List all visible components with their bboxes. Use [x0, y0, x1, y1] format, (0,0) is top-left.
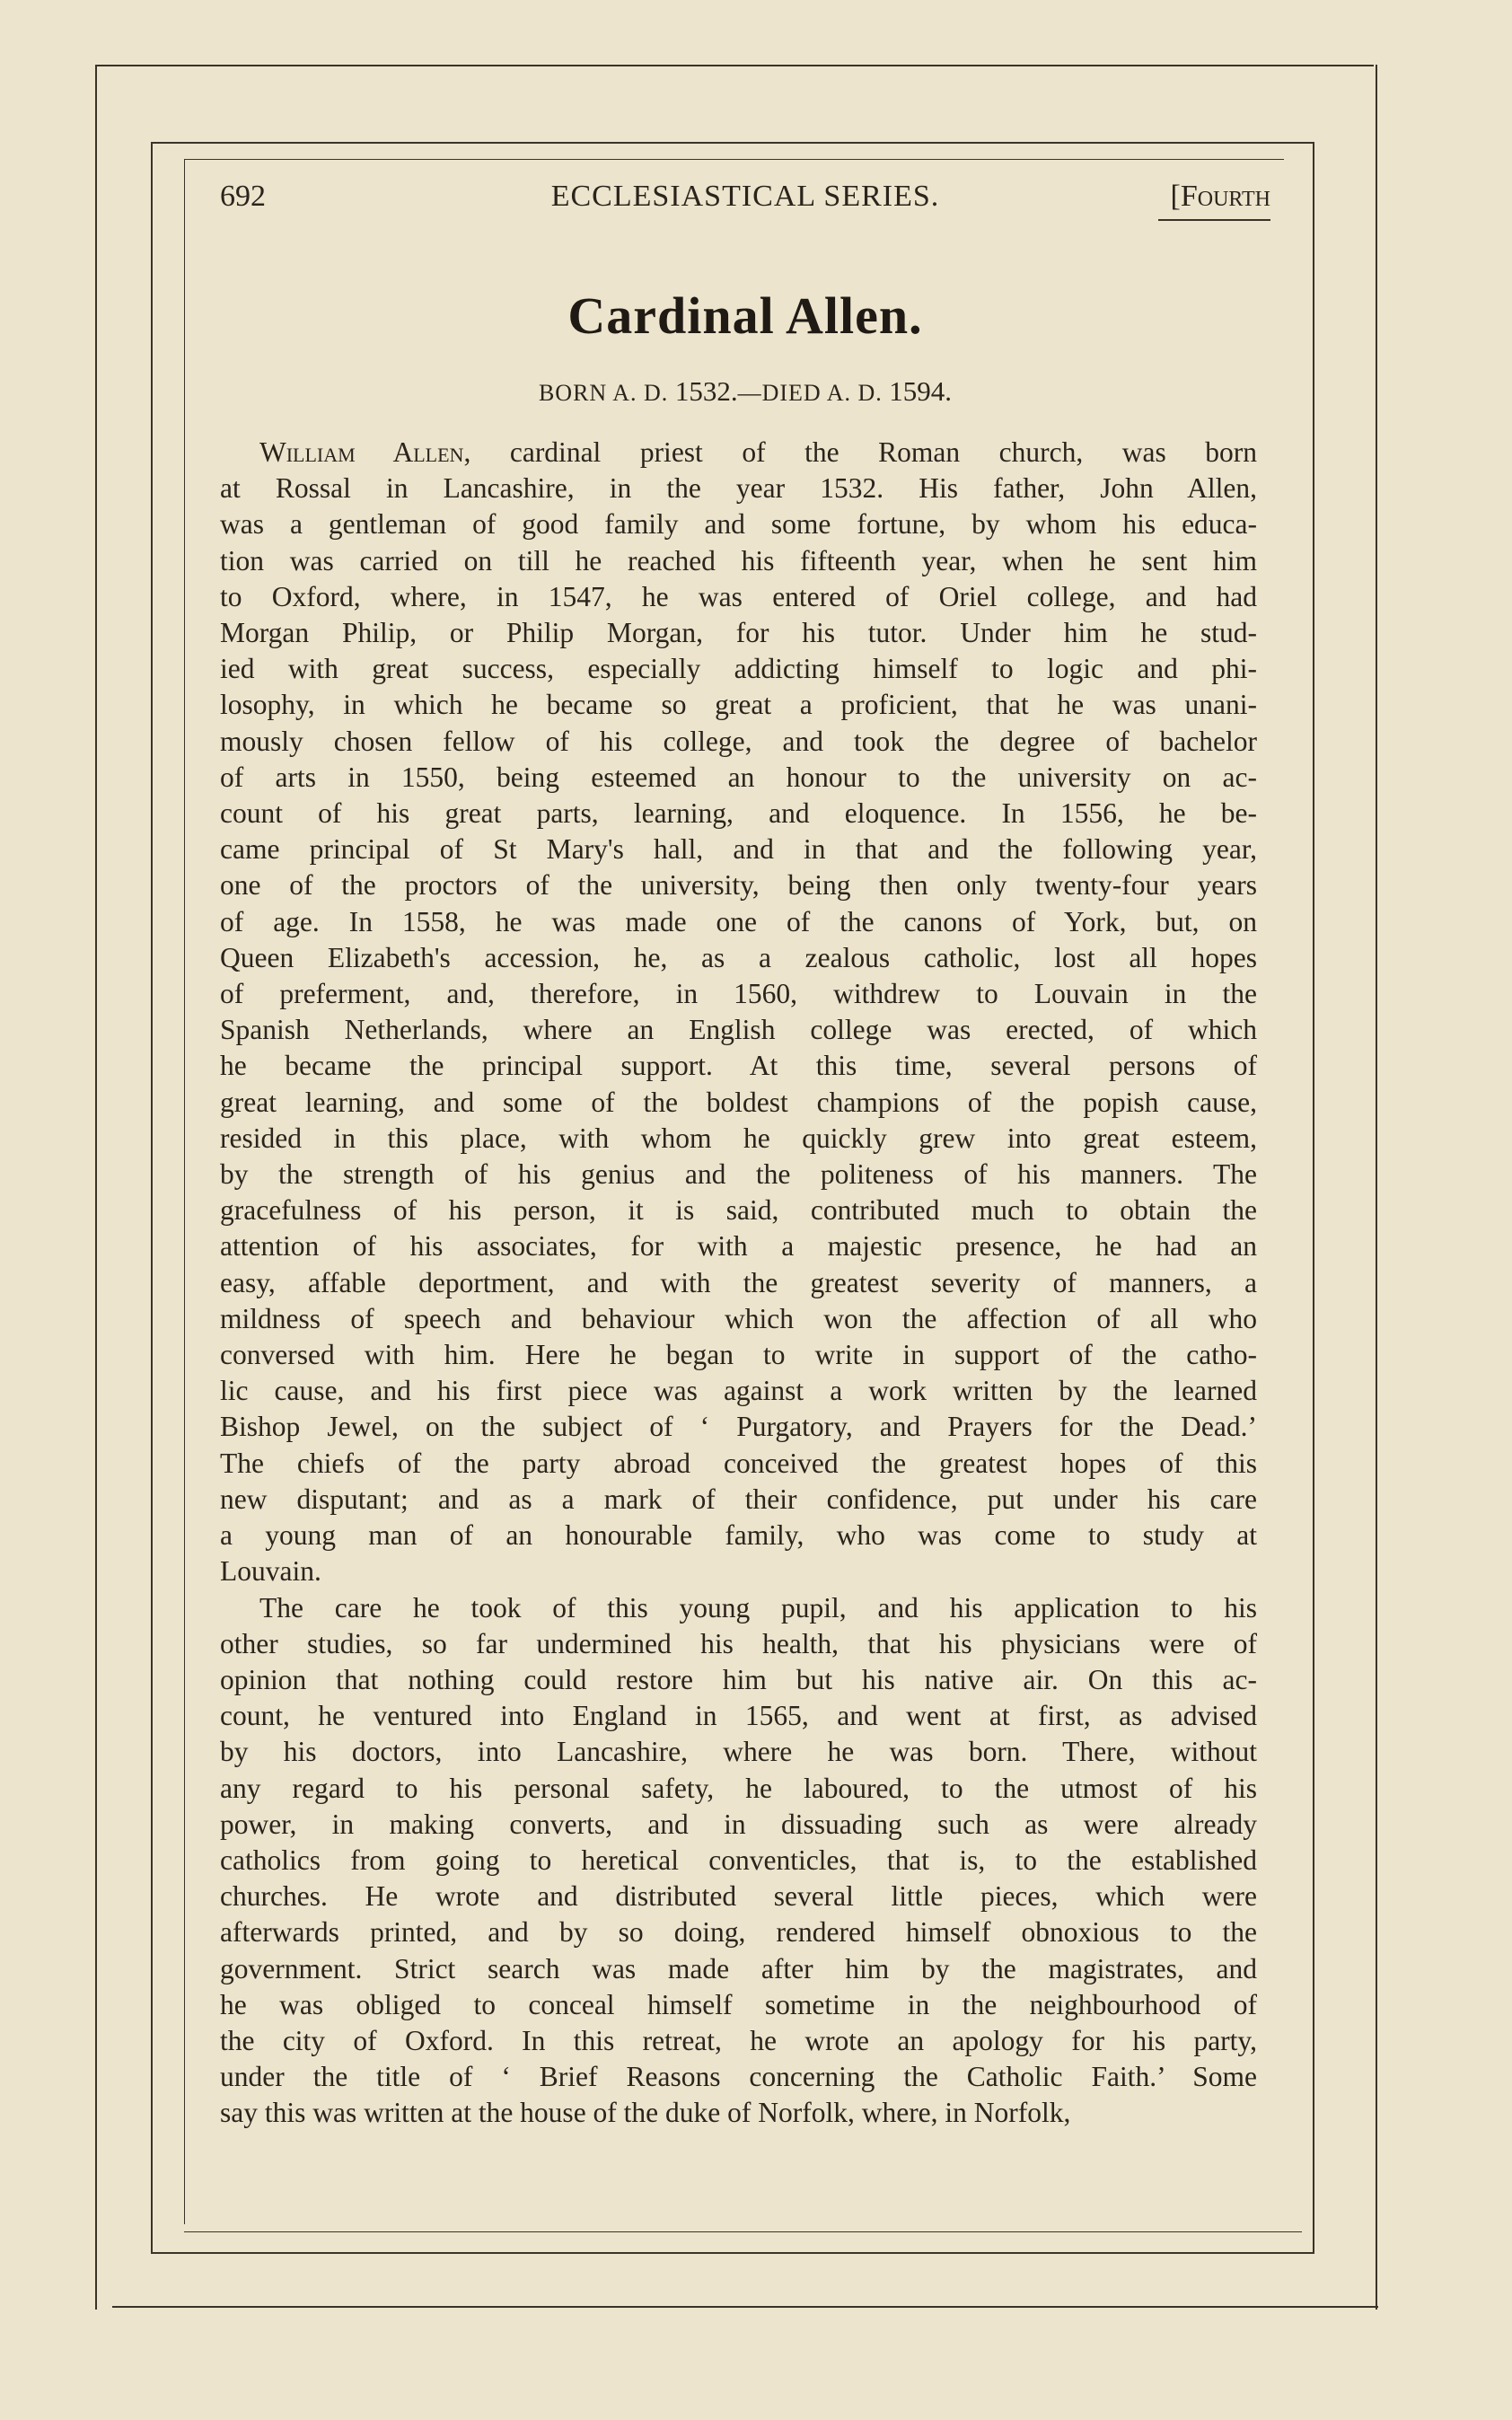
line-text: Bishop Jewel, on the subject of ‘ Purgatory, and Prayers for the Dead.’ — [220, 1411, 1257, 1443]
line-text: of preferment, and, therefore, in 1560, withdrew to Louvain in the — [220, 978, 1257, 1010]
line-text: cardinal priest of the Roman church, was born — [509, 436, 1257, 468]
text-line — [220, 1301, 1257, 1337]
text-line — [220, 579, 1257, 615]
line-text: came principal of St Mary's hall, and in that and the following year, — [220, 833, 1257, 866]
line-text: new disputant; and as a mark of their confidence, put under his care — [220, 1483, 1257, 1515]
section-label: [Fourth — [1170, 180, 1270, 213]
series-title: ECCLESIASTICAL SERIES. — [550, 180, 940, 213]
inner-frame-bottom-thin — [184, 2231, 1302, 2232]
text-line — [220, 1373, 1257, 1409]
text-line — [220, 2023, 1257, 2059]
text-line — [220, 976, 1257, 1012]
paragraph-2 — [220, 1590, 1257, 2132]
line-text: conversed with him. Here he began to write in support of the catho- — [220, 1339, 1257, 1371]
text-line — [220, 832, 1257, 867]
text-line — [220, 1879, 1257, 1914]
line-text: mously chosen fellow of his college, and took the degree of bachelor — [220, 725, 1257, 757]
line-text: afterwards printed, and by so doing, rendered himself obnoxious to the — [220, 1916, 1257, 1949]
line-text: tion was carried on till he reached his fifteenth year, when he sent him — [220, 544, 1257, 576]
line-text: resided in this place, with whom he quickly grew into great esteem, — [220, 1122, 1257, 1154]
line-text: Louvain. — [220, 1555, 321, 1588]
line-text: catholics from going to heretical conventicles, that is, to the established — [220, 1844, 1257, 1876]
line-text: one of the proctors of the university, being then only twenty-four years — [220, 869, 1257, 902]
text-line — [220, 1228, 1257, 1264]
line-text: say this was written at the house of the duke of Norfolk, where, in Norfolk, — [220, 2097, 1071, 2129]
text-line — [220, 940, 1257, 976]
text-line — [220, 651, 1257, 687]
text-line — [220, 1157, 1257, 1192]
text-line — [220, 435, 1257, 471]
inner-frame-left-thin — [184, 159, 185, 2224]
text-line — [220, 760, 1257, 796]
text-line — [220, 1771, 1257, 1807]
inner-frame-left — [151, 142, 153, 2254]
line-text: by the strength of his genius and the politeness of his manners. The — [220, 1158, 1257, 1191]
outer-frame-top — [95, 65, 1374, 66]
text-line — [220, 1012, 1257, 1048]
outer-frame-right — [1376, 65, 1377, 2310]
line-text: losophy, in which he became so great a proficient, that he was unani- — [220, 689, 1257, 721]
text-line — [220, 1409, 1257, 1445]
line-text: power, in making converts, and in dissuading such as were already — [220, 1808, 1257, 1840]
article-title: Cardinal Allen. — [567, 286, 923, 345]
text-line — [220, 1914, 1257, 1950]
text-line — [220, 1518, 1257, 1553]
line-text: mildness of speech and behaviour which won the affection of all who — [220, 1302, 1257, 1334]
line-text: opinion that nothing could restore him but his native air. On this ac- — [220, 1663, 1257, 1695]
text-line — [220, 867, 1257, 903]
born-prefix: BORN A. D. — [538, 380, 669, 406]
life-dates — [220, 375, 1270, 408]
inner-frame-right — [1313, 142, 1314, 2254]
line-text: was a gentleman of good family and some fortune, by whom his educa- — [220, 508, 1257, 541]
text-line — [220, 506, 1257, 542]
line-text: ied with great success, especially addicting himself to logic and phi- — [220, 653, 1257, 685]
line-text: a young man of an honourable family, who was come to study at — [220, 1519, 1257, 1552]
line-text: lic cause, and his first piece was against a work written by the learned — [220, 1375, 1257, 1407]
page-number: 692 — [220, 180, 266, 213]
inner-frame-bottom — [151, 2252, 1314, 2254]
running-header — [220, 180, 1270, 219]
died-year: 1594. — [889, 375, 953, 407]
text-line — [220, 1121, 1257, 1157]
line-text: great learning, and some of the boldest champions of the popish cause, — [220, 1086, 1257, 1118]
text-line — [220, 1337, 1257, 1373]
line-text: Morgan Philip, or Philip Morgan, for his tutor. Under him he stud- — [220, 617, 1257, 649]
article-body — [220, 435, 1257, 2132]
line-text: easy, affable deportment, and with the greatest severity of manners, a — [220, 1266, 1257, 1298]
born-year: 1532. — [674, 375, 738, 407]
line-text: he became the principal support. At this time, several persons of — [220, 1050, 1257, 1082]
line-text: churches. He wrote and distributed several little pieces, which were — [220, 1880, 1257, 1913]
inner-frame-top — [151, 142, 1314, 144]
text-line — [220, 1048, 1257, 1084]
text-line — [220, 2095, 1257, 2131]
text-line — [220, 1626, 1257, 1662]
line-text: he was obliged to conceal himself sometime in the neighbourhood of — [220, 1988, 1257, 2020]
text-line — [220, 1843, 1257, 1879]
text-line — [220, 1951, 1257, 1987]
text-line — [220, 1662, 1257, 1698]
text-line — [220, 1807, 1257, 1843]
text-line — [220, 687, 1257, 723]
line-text: the city of Oxford. In this retreat, he wrote an apology for his party, — [220, 2024, 1257, 2056]
text-line — [220, 471, 1257, 506]
line-text: of age. In 1558, he was made one of the canons of York, but, on — [220, 905, 1257, 937]
text-line — [220, 1446, 1257, 1482]
paragraph-1 — [220, 435, 1257, 1590]
line-text: The chiefs of the party abroad conceived the greatest hopes of this — [220, 1447, 1257, 1479]
died-prefix: —DIED A. D. — [737, 380, 883, 406]
line-text: under the title of ‘ Brief Reasons concerning the Catholic Faith.’ Some — [220, 2061, 1257, 2093]
header-underline — [1158, 219, 1270, 221]
line-text: other studies, so far undermined his health, that his physicians were of — [220, 1627, 1257, 1659]
text-line — [220, 1590, 1257, 1626]
text-line — [220, 904, 1257, 940]
line-text: by his doctors, into Lancashire, where he was born. There, without — [220, 1736, 1257, 1768]
line-text: count, he ventured into England in 1565, and went at first, as advised — [220, 1700, 1257, 1732]
text-line — [220, 724, 1257, 760]
line-text: gracefulness of his person, it is said, contributed much to obtain the — [220, 1194, 1257, 1227]
line-text: of arts in 1550, being esteemed an honour to the university on ac- — [220, 761, 1257, 793]
text-line — [220, 1192, 1257, 1228]
text-line — [220, 1482, 1257, 1518]
line-text: government. Strict search was made after him by the magistrates, and — [220, 1952, 1257, 1984]
text-line — [220, 796, 1257, 832]
line-text: at Rossal in Lancashire, in the year 1532. His father, John Allen, — [220, 472, 1257, 505]
outer-frame-bottom — [112, 2306, 1378, 2308]
line-text: Queen Elizabeth's accession, he, as a zealous catholic, lost all hopes — [220, 941, 1257, 973]
text-line — [220, 1085, 1257, 1121]
text-line — [220, 1734, 1257, 1770]
line-text: The care he took of this young pupil, and his application to his — [259, 1591, 1257, 1624]
text-line — [220, 543, 1257, 579]
line-text: to Oxford, where, in 1547, he was entered of Oriel college, and had — [220, 580, 1257, 612]
line-text: Spanish Netherlands, where an English college was erected, of which — [220, 1014, 1257, 1046]
lead-name: William Allen, — [259, 436, 471, 468]
line-text: count of his great parts, learning, and eloquence. In 1556, he be- — [220, 797, 1257, 830]
line-text: attention of his associates, for with a majestic presence, he had an — [220, 1230, 1257, 1263]
text-line — [220, 615, 1257, 651]
text-line — [220, 1553, 1257, 1589]
text-line — [220, 1987, 1257, 2023]
line-text: any regard to his personal safety, he laboured, to the utmost of his — [220, 1772, 1257, 1804]
text-line — [220, 1698, 1257, 1734]
outer-frame-left — [95, 65, 97, 2310]
text-line — [220, 1265, 1257, 1301]
inner-frame-top-thin — [184, 159, 1284, 160]
text-line — [220, 2059, 1257, 2095]
